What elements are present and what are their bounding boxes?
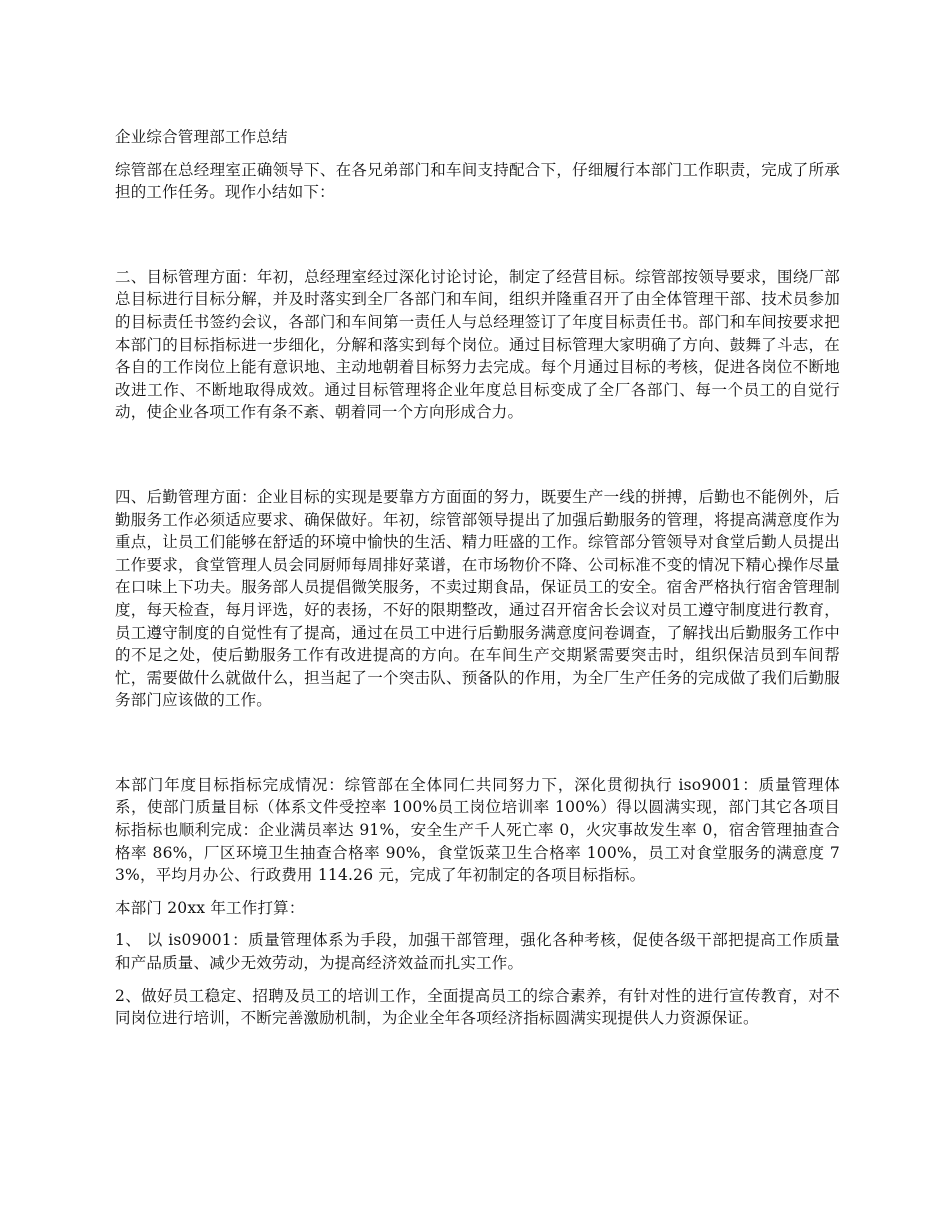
work-plan-item-1: 1、 以 is09001：质量管理体系为手段，加强干部管理，强化各种考核，促使各级干部把提高工作质量和产品质量、减少无效劳动，为提高经济效益而扎实工作。 — [115, 931, 840, 973]
logistics-management-paragraph: 四、后勤管理方面：企业目标的实现是要靠方方面面的努力，既要生产一线的拼搏，后勤也不能例外，后勤服务工作必须适应要求、确保做好。年初，综管部领导提出了加强后勤服务的管理，将提高满意度作为重点，让员工们能够在舒适的环境中愉快的生活、精力旺盛的工作。综管部分管领导对食堂后勤人员提出工作要求，食堂管理人员会同厨师每周排好菜谱，在市场物价不降、公司标准不变的情况下精心操作尽量在口味上下功夫。服务部人员提倡微笑服务，不卖过期食品，保证员工的安全。宿舍严格执行宿舍管理制度，每天检查，每月评选，好的表扬，不好的限期整改，通过召开宿舍长会议对员工遵守制度进行教育，员工遵守制度的自觉性有了提高，通过在员工中进行后勤服务满意度问卷调查，了解找出后勤服务工作中的不足之处，使后勤服务工作有改进提高的方向。在车间生产交期紧需要突击时，组织保洁员到车间帮忙，需要做什么就做什么，担当起了一个突击队、预备队的作用，为全厂生产任务的完成做了我们后勤服务部门应该做的工作。 — [115, 487, 840, 710]
document-title: 企业综合管理部工作总结 — [115, 128, 288, 146]
document-page — [115, 126, 840, 1030]
target-management-paragraph: 二、目标管理方面：年初，总经理室经过深化讨论讨论，制定了经营目标。综管部按领导要求，围绕厂部总目标进行目标分解，并及时落实到全厂各部门和车间，组织并隆重召开了由全体管理干部、技术员参加的目标责任书签约会议，各部门和车间第一责任人与总经理签订了年度目标责任书。部门和车间按要求把本部门的目标指标进一步细化，分解和落实到每个岗位。通过目标管理大家明确了方向、鼓舞了斗志，在各自的工作岗位上能有意识地、主动地朝着目标努力去完成。每个月通过目标的考核，促进各岗位不断地改进工作、不断地取得成效。通过目标管理将企业年度总目标变成了全厂各部门、每一个员工的自觉行动，使企业各项工作有条不紊、朝着同一个方向形成合力。 — [115, 267, 840, 422]
work-plan-heading: 本部门 20xx 年工作打算： — [115, 898, 305, 917]
work-plan-item-2: 2、做好员工稳定、招聘及员工的培训工作，全面提高员工的综合素养，有针对性的进行宣传教育，对不同岗位进行培训，不断完善激励机制，为企业全年各项经济指标圆满实现提供人力资源保证。 — [115, 986, 840, 1028]
intro-paragraph: 综管部在总经理室正确领导下、在各兄弟部门和车间支持配合下，仔细履行本部门工作职责，完成了所承担的工作任务。现作小结如下： — [115, 160, 840, 202]
annual-target-summary-paragraph: 本部门年度目标指标完成情况：综管部在全体同仁共同努力下，深化贯彻执行 iso9001：质量管理体系，使部门质量目标（体系文件受控率 100%员工岗位培训率 100%）得以圆满实现，部门其它各项目标指标也顺利完成：企业满员率达 91%，安全生产千人死亡率 0，火灾事故发生率 0，宿舍管理抽查合格率 86%，厂区环境卫生抽查合格率 90%，食堂饭菜卫生合格率 100%，员工对食堂服务的满意度 73%，平均月办公、行政费用 114.26 元，完成了年初制定的各项目标指标。 — [115, 775, 840, 885]
